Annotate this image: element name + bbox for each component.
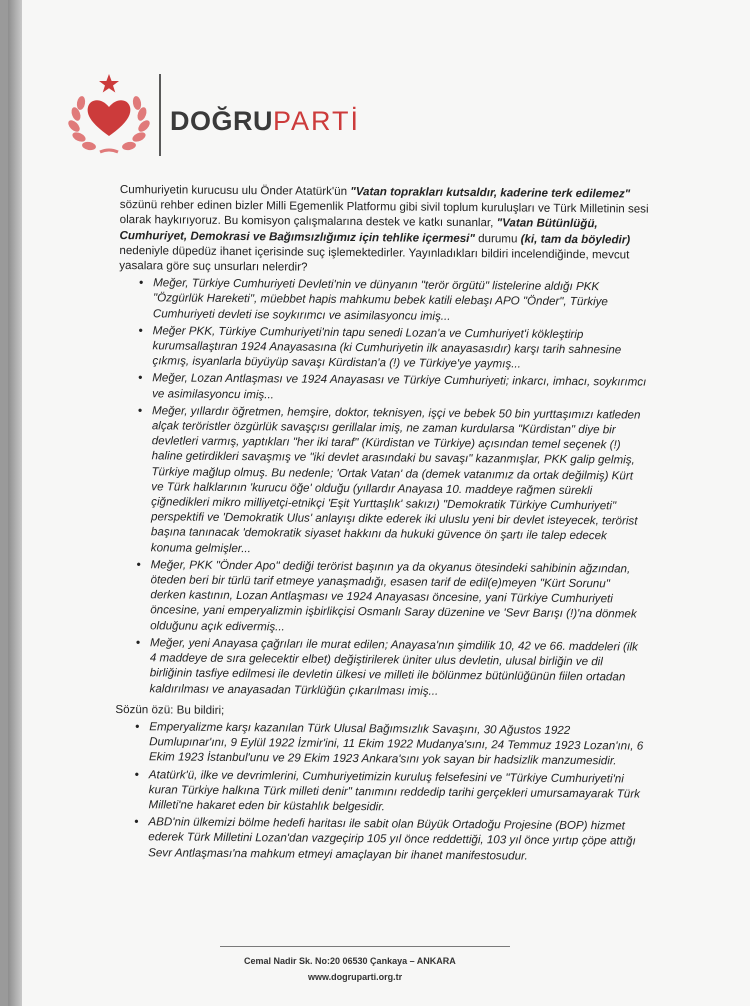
summary-item: • Atatürk'ü, ilke ve devrimlerini, Cumhuriyetimizin kuruluş felsefesini ve "Türkiye Cumhuriyeti'ni kuran Türkiye halkına Türk milleti denir" tanımını reddedip tarihi gerçekleri umursamayarak Türk Milleti'ne hakaret eden bir küstahlık belgesidir. [115, 766, 645, 816]
party-name [170, 106, 360, 137]
document-body [114, 182, 650, 868]
party-logo-heart-icon [64, 72, 154, 158]
intro-text-2: sözünü rehber edinen bizler Milli Egemenlik Platformu gibi sivil toplum kuruluşları ve Türk Milletinin sesi olarak haykırıyoruz. Bu komisyon çalışmalarına destek ve katkı sunanlar, [119, 198, 649, 230]
intro-text-4: nedeniyle düpedüz ihanet içerisinde suç işlemektedirler. Yayınladıkları bildiri incelendiğinde, mevcut yasalara göre suç unsurları nelerdir? [119, 243, 630, 274]
footer-address: Cemal Nadir Sk. No:20 06530 Çankaya – ANKARA [244, 956, 456, 966]
summary-item: • ABD'nin ülkemizi bölme hedefi haritası ile sabit olan Büyük Ortadoğu Projesine (BOP) hizmet ederek Türk Milletini Lozan'dan vazgeçirip 105 yıl önce reddettiği, 103 yıl önce yırtıp çöpe attığı Sevr Antlaşması'na mahkum etmeyi amaçlayan bir ihanet manifestosudur. [114, 814, 644, 864]
summary-list [114, 719, 645, 864]
intro-text-3: durumu [474, 231, 521, 246]
page-edge-shadow [8, 0, 22, 1006]
intro-quote-3: (ki, tam da böyledir) [520, 232, 631, 247]
claim-item: • Meğer PKK, Türkiye Cumhuriyeti'nin tapu senedi Lozan'a ve Cumhuriyet'i kökleştirip kurumsallaştıran 1924 Anayasasına (ki Cumhuriyetin ilk anayasasıdır) karşı tarih sahnesine çıkmış, isyanlarla büyüyüp savaşı Kürdistan'a (!) ve Türkiye'ye yaymış... [118, 323, 648, 373]
logo-divider [159, 74, 161, 156]
summary-item: • Emperyalizme karşı kazanılan Türk Ulusal Bağımsızlık Savaşını, 30 Ağustos 1922 Dumlupınar'ını, 9 Eylül 1922 İzmir'ini, 11 Ekim 1922 Mudanya'sını, 24 Temmuz 1923 Lozan'ını, 6 Ekim 1923 İstanbul'unu ve 29 Ekim 1923 Ankara'sını yok sayan bir hadsizlik manzumesidir. [115, 719, 645, 769]
claim-item: • Meğer, yeni Anayasa çağrıları ile murat edilen; Anayasa'nın şimdilik 10, 42 ve 66. maddeleri (ilk 4 maddeye de sıra gelecektir elbet) değiştirilerek üniter ulus devletin, ulusal birliğin ve dil birliğinin tasfiye edilmesi ile devletin ülkesi ve milleti ile bölünmez bütünlüğünün fiilen ortadan kaldırılması ve anayasadan Türklüğün çıkarılması imiş... [116, 635, 647, 700]
intro-paragraph [119, 182, 650, 278]
claim-item: • Meğer, PKK "Önder Apo" dediği terörist başının ya da okyanus ötesindeki sahibinin ağzından, öteden beri bir türlü tarif etmeye yanaşmadığı, esasen tarif de edil(e)meyen "Kürt Sorunu" derken kastının, Lozan Antlaşması ve 1924 Anayasası öncesine, yani Türkiye Cumhuriyeti öncesine, yani emperyalizmin işbirlikçisi Osmanlı Saray düzenine ve 'Sevr Barışı (!)'na dönmek olduğunu açık edivermiş... [116, 557, 647, 638]
intro-quote-1: "Vatan toprakları kutsaldır, kaderine terk edilemez" [350, 185, 631, 201]
summary-heading: Sözün özü: Bu bildiri; [115, 702, 225, 717]
claim-item: • Meğer, Türkiye Cumhuriyeti Devleti'nin ve dünyanın "terör örgütü" listelerine aldığı PKK "Özgürlük Hareketi", müebbet hapis mahkumu bebek katili elebaşı APO "Önder", Türkiye Cumhuriyeti devleti ise soykırımcı ve asimilasyoncu imiş... [119, 275, 649, 325]
claim-item: • Meğer, yıllardır öğretmen, hemşire, doktor, teknisyen, işçi ve bebek 50 bin yurttaşımızı katleden alçak teröristler özgürlük savaşçısı gerillalar imiş, ne zaman kurdularsa "Kürdistan" diye bir devletleri varmış, yaptıkları "her iki taraf" (Kürdistan ve Türkiye) açısından temel seçenek (!) haline getirdikleri savaşmış ve "iki devlet arasındaki bu savaşı" kazanmışlar, PKK galip gelmiş, Türkiye mağlup olmuş. Bu nedenle; 'Ortak Vatan' da (demek vatanımız da ortak değilmiş) Kürt ve Türk halklarının 'kurucu öğe' olduğu (yıllardır Anayasa 10. maddeye rağmen sürekli çiğnedikleri mikro milliyetçi-etnikçi 'Eşit Yurttaşlık' sakızı) "Demokratik Türkiye Cumhuriyeti" perspektifi ve 'Demokratik Ulus' anlayışı dikte ederek iki uluslu yeni bir devlet isteyecek, terörist başına tanınacak 'demokratik siyaset hakkını da hukuki güvence ön şartı ile talep edecek konuma gelmişler... [117, 403, 648, 560]
footer-divider [220, 946, 510, 947]
party-name-part1: DOĞRU [170, 106, 273, 136]
intro-text-1: Cumhuriyetin kurucusu ulu Önder Atatürk'ün [119, 182, 351, 199]
document-page [8, 0, 750, 1006]
claims-list [116, 275, 650, 700]
intro-quote-2: "Vatan Bütünlüğü, Cumhuriyet, Demokrasi ve Bağımsızlığımız için tehlike içermesi" [119, 216, 598, 245]
footer-website: www.dogruparti.org.tr [308, 972, 403, 982]
party-name-part2: PARTİ [273, 106, 361, 136]
claim-item: • Meğer, Lozan Antlaşması ve 1924 Anayasası ve Türkiye Cumhuriyeti; inkarcı, imhacı, soykırımcı ve asimilasyoncu imiş... [118, 370, 648, 405]
